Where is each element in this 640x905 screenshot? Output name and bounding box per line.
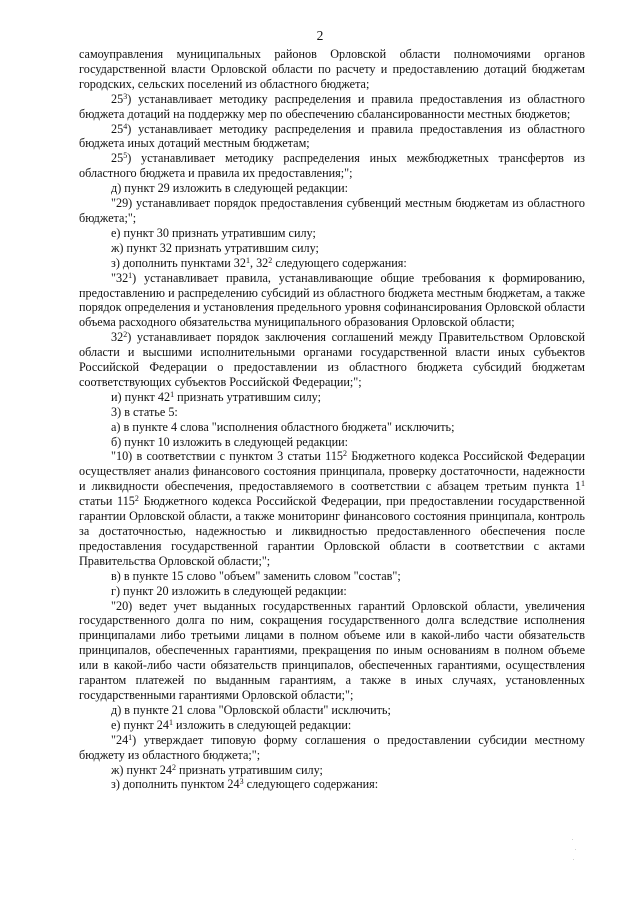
- superscript: 1: [168, 717, 173, 727]
- text-run: "24: [111, 732, 129, 747]
- text-run: е) пункт 30 признать утратившим силу;: [111, 225, 316, 240]
- scan-specks: [570, 835, 580, 865]
- text-run: ) устанавливает правила, устанавливающие общие требования к формированию, предоставлению и распределению субсидий из областного бюджета местным бюджетам, а также порядок определения и установления предельного уровня софинансирования Орловской области объема расходного обязательства муниципального образования Орловской области;: [79, 270, 585, 330]
- text-run: следующего содержания:: [243, 777, 379, 792]
- text-run: признать утратившим силу;: [176, 762, 323, 777]
- text-run: 25: [111, 151, 124, 166]
- paragraph: [79, 330, 585, 390]
- superscript: 2: [172, 762, 176, 772]
- superscript: 1: [170, 389, 175, 399]
- paragraph: [79, 92, 585, 122]
- paragraph: [79, 599, 585, 703]
- text-run: 25: [111, 91, 124, 106]
- paragraph: [79, 256, 585, 271]
- text-run: з) дополнить пунктами 32: [111, 255, 246, 270]
- superscript: 5: [123, 151, 128, 161]
- paragraph: [79, 584, 585, 599]
- text-run: а) в пункте 4 слова "исполнения областного бюджета" исключить;: [111, 419, 455, 434]
- text-run: б) пункт 10 изложить в следующей редакции:: [111, 434, 349, 449]
- text-run: Бюджетного кодекса Российской Федерации осуществляет анализ финансового состояния принципала, проверку достаточности, надежности и ликвидности обеспечения, предоставляемого в соответствии с абзацем третьим пункта 1: [79, 449, 585, 494]
- text-run: ) устанавливает порядок заключения соглашений между Правительством Орловской области и высшими исполнительными органами государственной власти иных субъектов Российской Федерации о предоставлении из областного бюджета субсидий бюджетам соответствующих субъектов Российской Федерации;";: [79, 330, 585, 389]
- superscript: 3: [239, 777, 244, 787]
- text-run: 32: [111, 330, 124, 345]
- paragraph: [79, 718, 585, 733]
- text-run: 3) в статье 5:: [111, 404, 178, 419]
- text-run: "10) в соответствии с пунктом 3 статьи 115: [111, 449, 344, 464]
- text-run: ж) пункт 32 признать утратившим силу;: [111, 240, 319, 255]
- paragraph: [79, 181, 585, 196]
- paragraph: [79, 241, 585, 256]
- text-run: д) в пункте 21 слова "Орловской области" исключить;: [111, 702, 391, 717]
- text-run: в) в пункте 15 слово "объем" заменить словом "состав";: [111, 568, 401, 583]
- text-run: е) пункт 24: [111, 717, 169, 732]
- superscript: 1: [245, 255, 250, 265]
- text-run: д) пункт 29 изложить в следующей редакции:: [111, 181, 349, 196]
- paragraph: [79, 405, 585, 420]
- text-run: ) утверждает типовую форму соглашения о предоставлении субсидии местному бюджету из областного бюджета;";: [79, 732, 585, 762]
- paragraph: [79, 733, 585, 763]
- text-run: "20) ведет учет выданных государственных гарантий Орловской области, увеличения государственного долга по ним, сокращения государственного долга вследствие исполнения принципалами либо третьими лицами в полном объеме или в какой-либо части обязательств принципалов, обеспеченных гарантиями, прекращения по иным основаниям в полном объеме или в какой-либо части обязательств принципалов, обеспеченных гарантиями, осуществления гарантом платежей по выданным гарантиям, а также в иных случаях, установленных государственными гарантиями Орловской области;";: [79, 598, 585, 702]
- text-run: ) устанавливает методику распределения и правила предоставления из областного бюджета дотаций на поддержку мер по обеспечению сбалансированности местных бюджетов;: [79, 91, 585, 121]
- text-run: "29) устанавливает порядок предоставления субвенций местным бюджетам из областного бюджета;";: [79, 196, 585, 225]
- page-number: 2: [316, 28, 324, 43]
- text-run: ) устанавливает методику распределения иных межбюджетных трансфертов из областного бюджета и правила их предоставления;";: [79, 151, 585, 181]
- text-run: , 32: [249, 255, 269, 270]
- paragraph: [79, 226, 585, 241]
- text-run: и) пункт 42: [111, 389, 171, 404]
- text-run: самоуправления муниципальных районов Орловской области полномочиями органов государственной власти Орловской области по расчету и предоставлению дотаций бюджетам городских, сельских поселений из областного бюджета;: [79, 47, 585, 91]
- text-run: следующего содержания:: [272, 255, 407, 270]
- paragraph: [79, 122, 585, 152]
- text-run: признать утратившим силу;: [174, 389, 321, 404]
- paragraph: [79, 390, 585, 405]
- paragraph: [79, 151, 585, 181]
- paragraph: [79, 420, 585, 435]
- text-run: г) пункт 20 изложить в следующей редакции:: [111, 583, 347, 598]
- superscript: 3: [123, 91, 128, 101]
- paragraph: [79, 703, 585, 718]
- text-run: з) дополнить пунктом 24: [111, 777, 240, 792]
- text-run: ) устанавливает методику распределения и правила предоставления из областного бюджета иных дотаций местным бюджетам;: [79, 121, 585, 151]
- paragraph: [79, 569, 585, 584]
- paragraph: [79, 763, 585, 778]
- text-run: статьи 115: [79, 494, 135, 509]
- text-run: ж) пункт 24: [111, 762, 172, 777]
- paragraph: [79, 777, 585, 792]
- superscript: 2: [343, 449, 348, 459]
- paragraph: [79, 271, 585, 331]
- superscript: 1: [128, 270, 133, 280]
- superscript: 2: [268, 255, 273, 265]
- document-body: [79, 47, 585, 792]
- text-run: Бюджетного кодекса Российской Федерации, при предоставлении государственной гарантии Орловской области, а также мониторинг финансового состояния принципала, контроль за достаточностью, надежностью и ликвидностью предоставленного обеспечения после предоставления государственной гарантии Орловской области в соответствии с актами Правительства Орловской области;";: [79, 494, 585, 568]
- superscript: 1: [128, 732, 133, 742]
- superscript: 2: [134, 494, 139, 504]
- paragraph: [79, 435, 585, 450]
- superscript: 4: [123, 121, 128, 131]
- text-run: 25: [111, 121, 124, 136]
- superscript: 2: [123, 330, 128, 340]
- superscript: 1: [581, 479, 585, 489]
- paragraph: [79, 449, 585, 568]
- text-run: изложить в следующей редакции:: [172, 717, 352, 732]
- paragraph: [79, 47, 585, 92]
- paragraph: [79, 196, 585, 226]
- text-run: "32: [111, 270, 129, 285]
